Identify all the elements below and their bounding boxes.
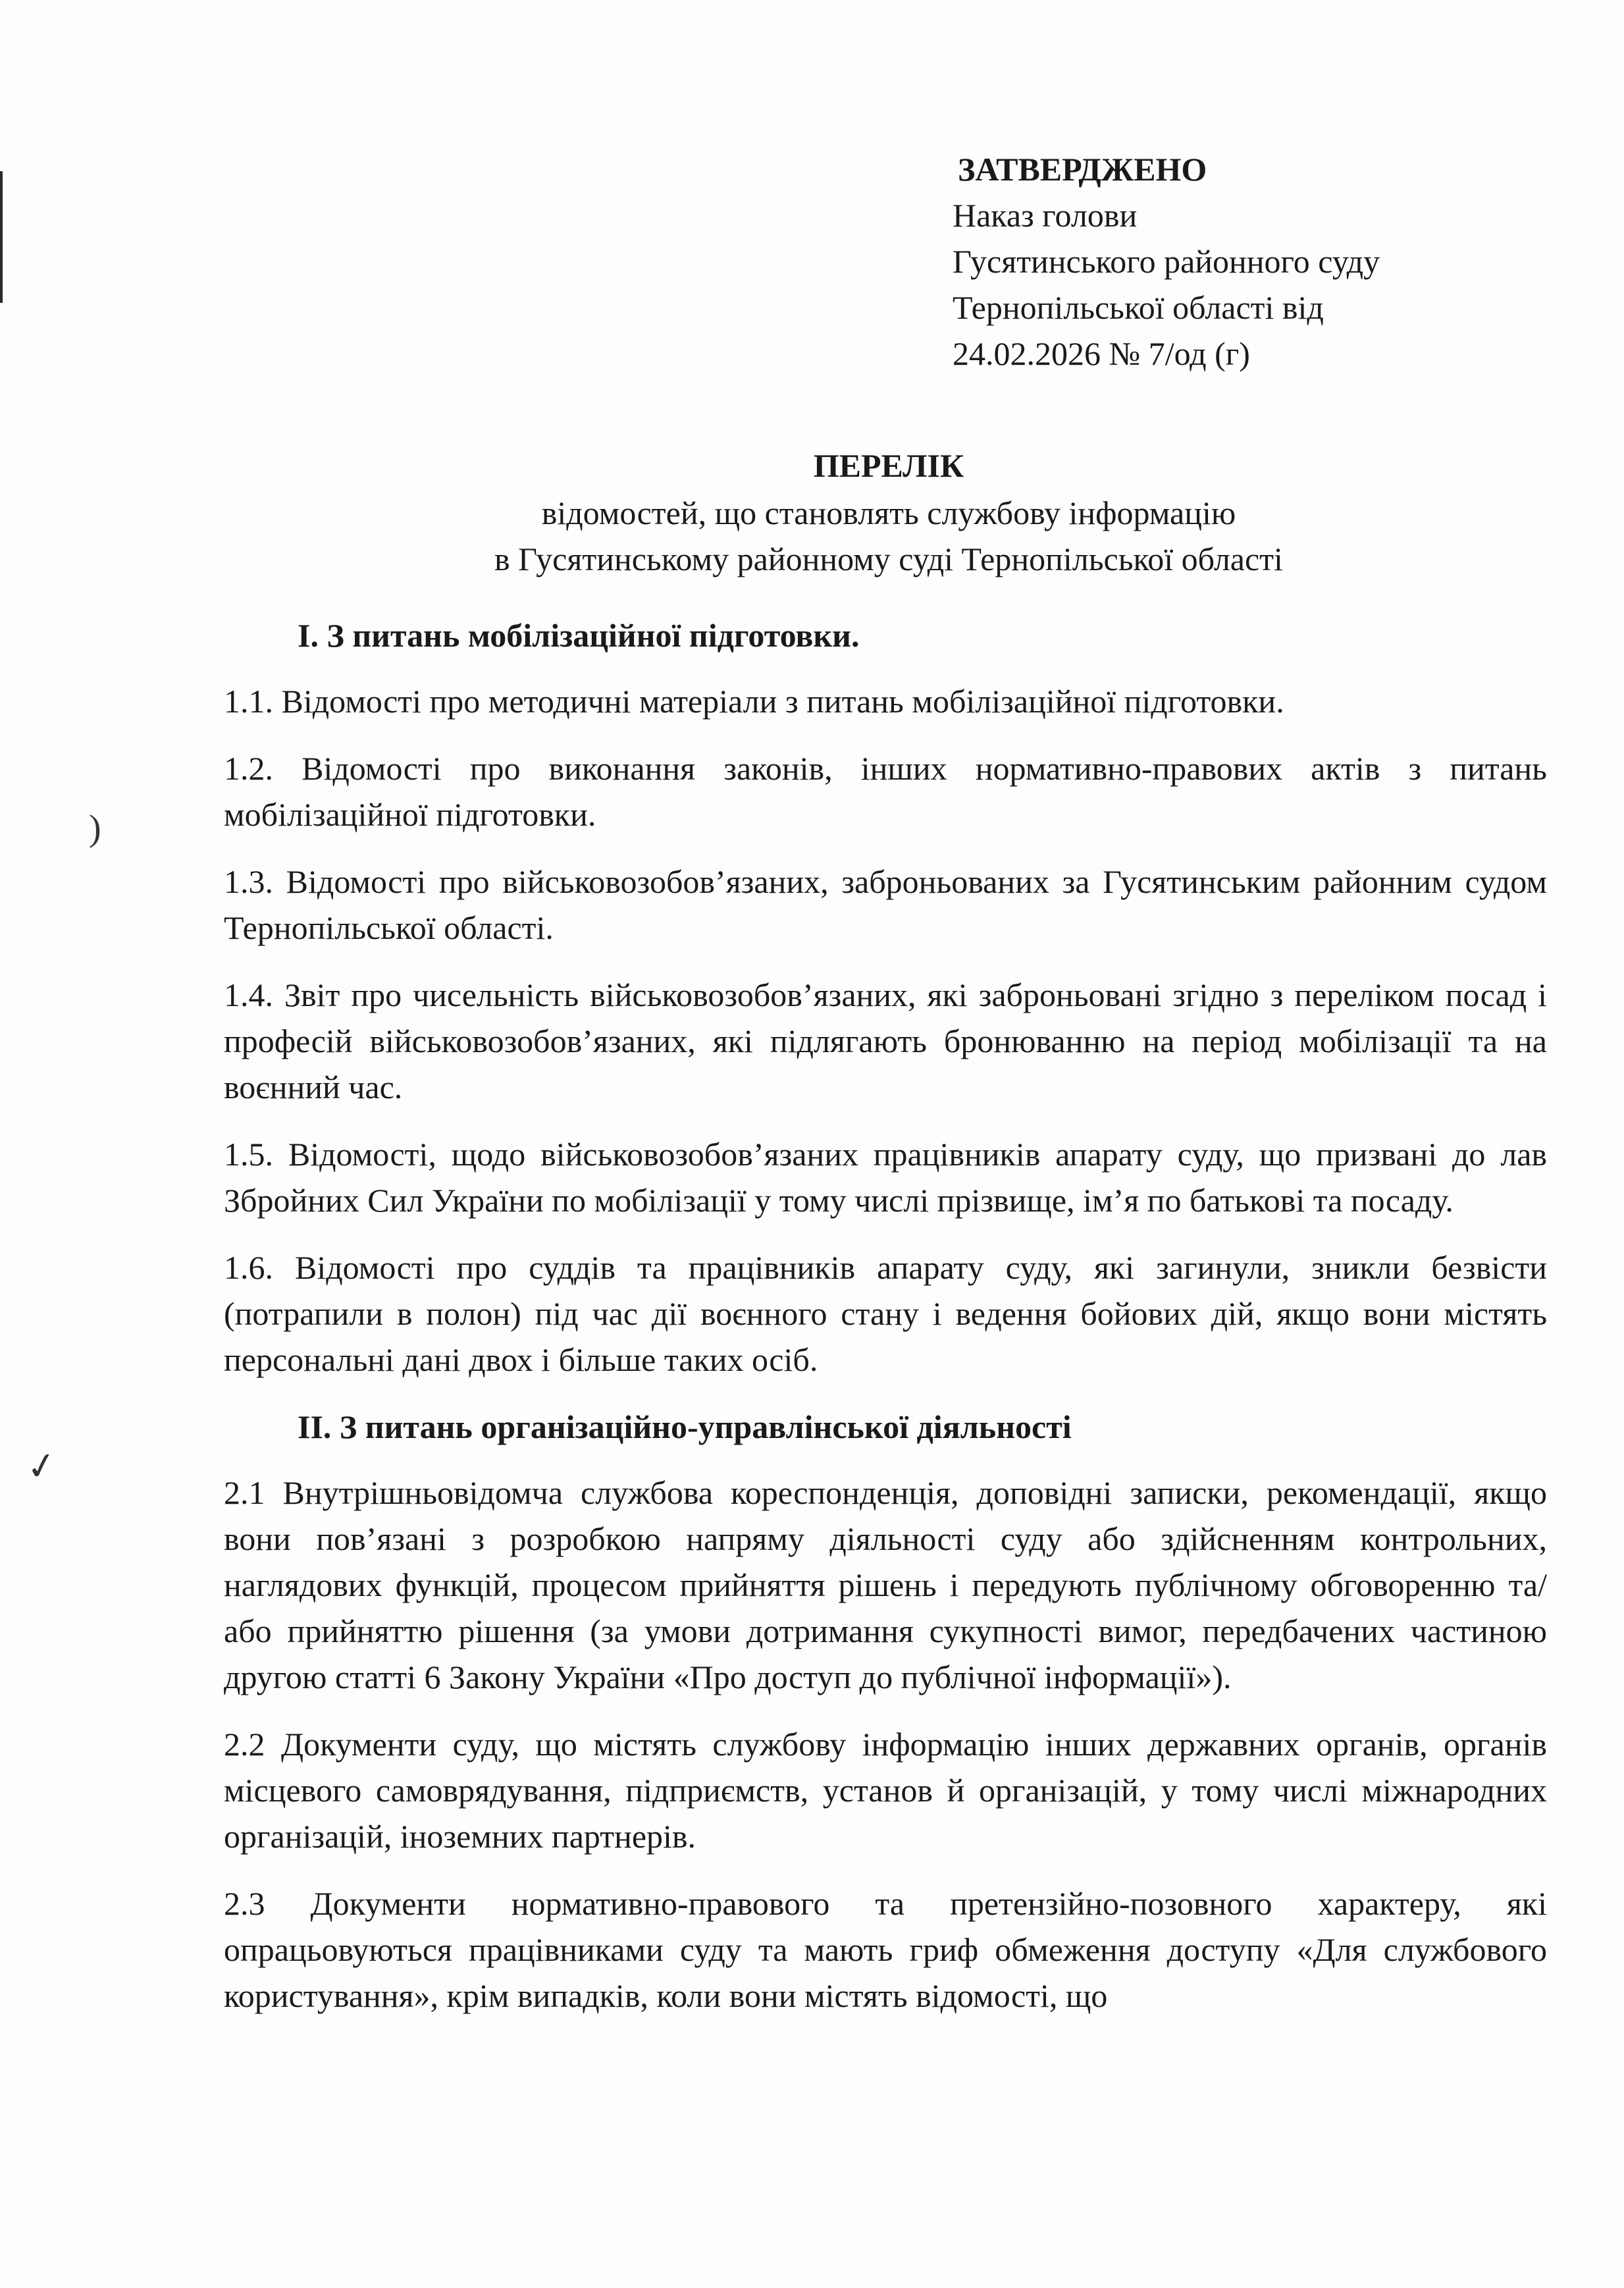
list-item: 1.6. Відомості про суддів та працівників апарату суду, які загинули, зникли безвісти (потрапили в полон) під час дії воєнного стану і ведення бойових дій, якщо вони містять персональні дані двох і більше таких осіб. — [224, 1249, 1547, 1378]
approval-line: Тернопільської області від — [953, 289, 1324, 326]
approval-line: Наказ голови — [953, 197, 1138, 234]
list-item: 2.3 Документи нормативно-правового та претензійно-позовного характеру, які опрацьовуються працівниками суду та мають гриф обмеження доступу «Для службового користування», крім випадків, коли вони містять відомості, що — [224, 1885, 1547, 2014]
handwritten-bracket-mark: ) — [89, 808, 101, 849]
section-heading-1: I. З питань мобілізаційної підготовки. — [298, 617, 860, 654]
document-title: ПЕРЕЛІК — [813, 447, 964, 484]
list-item: 1.2. Відомості про виконання законів, інших нормативно-правових актів з питань мобілізаційної підготовки. — [224, 750, 1547, 833]
list-item: 1.4. Звіт про чисельність військовозобов’язаних, які заброньовані згідно з переліком посад і професій військовозобов’язаних, які підлягають бронюванню на період мобілізації та на воєнний час. — [224, 976, 1547, 1105]
approval-block — [953, 146, 1545, 377]
handwritten-check-mark: ✓ — [22, 1444, 61, 1490]
document-body — [224, 612, 1547, 2040]
approval-line: 24.02.2026 № 7/од (г) — [953, 335, 1250, 372]
document-subtitle-line: відомостей, що становлять службову інформацію — [541, 494, 1236, 531]
list-item: 1.1. Відомості про методичні матеріали з питань мобілізаційної підготовки. — [224, 683, 1284, 720]
list-item: 2.1 Внутрішньовідомча службова кореспонденція, доповідні записки, рекомендації, якщо вони пов’язані з розробкою напряму діяльності суду або здійсненням контрольних, наглядових функцій, процесом прийняття рішень і передують публічному обговоренню та/або прийняттю рішення (за умови дотримання сукупності вимог, передбачених частиною другою статті 6 Закону України «Про доступ до публічної інформації»). — [224, 1474, 1547, 1695]
document-title-block — [224, 442, 1554, 582]
approval-heading: ЗАТВЕРДЖЕНО — [958, 151, 1207, 188]
document-subtitle-line: в Гусятинському районному суді Тернопільської області — [494, 541, 1283, 577]
list-item: 2.2 Документи суду, що містять службову інформацію інших державних органів, органів місцевого самоврядування, підприємств, установ й організацій, у тому числі міжнародних організацій, іноземних партнерів. — [224, 1726, 1547, 1855]
list-item: 1.3. Відомості про військовозобов’язаних, заброньованих за Гусятинським районним судом Тернопільської області. — [224, 863, 1547, 946]
approval-line: Гусятинського районного суду — [953, 243, 1380, 280]
list-item: 1.5. Відомості, щодо військовозобов’язаних працівників апарату суду, що призвані до лав Збройних Сил України по мобілізації у тому числі прізвище, ім’я по батькові та посаду. — [224, 1136, 1547, 1219]
section-heading-2: II. З питань організаційно-управлінської діяльності — [298, 1408, 1072, 1445]
scan-edge-line — [0, 171, 3, 303]
